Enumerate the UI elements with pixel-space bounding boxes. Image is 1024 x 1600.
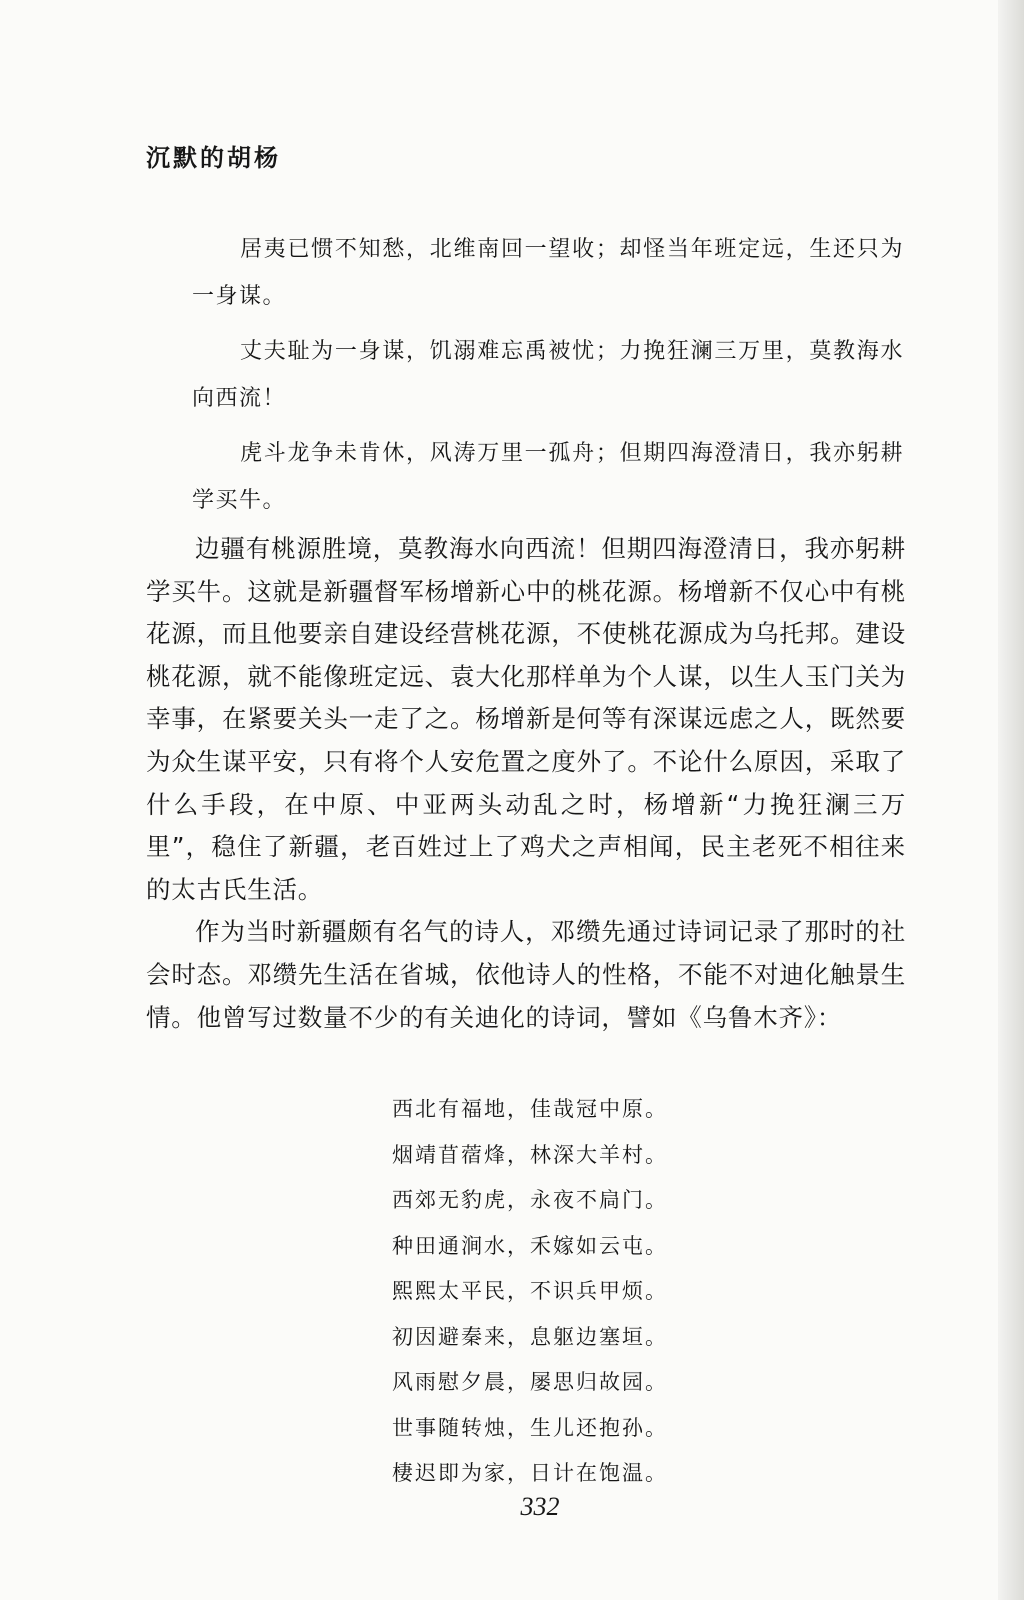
- verse-line: 初因避秦来，息躯边塞垣。: [392, 1324, 668, 1349]
- running-header: 沉默的胡杨: [146, 143, 281, 172]
- page-edge-shadow: [998, 0, 1024, 1600]
- poem-stanza: 丈夫耻为一身谋，饥溺难忘禹被忧；力挽狂澜三万里，莫教海水向西流！: [192, 339, 904, 411]
- verse-line: 种田通涧水，禾嫁如云屯。: [392, 1233, 668, 1258]
- verse-line: 熙熙太平民，不识兵甲烦。: [392, 1279, 668, 1303]
- verse-line: 世事随转烛，生儿还抱孙。: [392, 1415, 668, 1440]
- verse-line: 风雨慰夕晨，屡思归故园。: [392, 1370, 668, 1394]
- verse-urumqi: [392, 1087, 712, 1497]
- verse-line: 西北有福地，佳哉冠中原。: [392, 1097, 668, 1121]
- poem-stanza: 居夷已惯不知愁，北维南回一望收；却怪当年班定远，生还只为一身谋。: [192, 237, 904, 309]
- verse-line: 烟靖苜蓿烽，林深大羊村。: [392, 1142, 668, 1167]
- page-number: 332: [520, 1492, 560, 1521]
- paragraph: 边疆有桃源胜境，莫教海水向西流！但期四海澄清日，我亦躬耕学买牛。这就是新疆督军杨增新心中的桃花源。杨增新不仅心中有桃花源，而且他要亲自建设经营桃花源，不使桃花源成为乌托邦。建设桃花源，就不能像班定远、袁大化那样单为个人谋，以生人玉门关为幸事，在紧要关头一走了之。杨增新是何等有深谋远虑之人，既然要为众生谋平安，只有将个人安危置之度外了。不论什么原因，采取了什么手段，在中原、中亚两头动乱之时，杨增新“力挽狂澜三万里”，稳住了新疆，老百姓过上了鸡犬之声相闻，民主老死不相往来的太古氏生活。: [146, 534, 906, 904]
- body-text: [146, 528, 906, 1039]
- paragraph: 作为当时新疆颇有名气的诗人，邓缵先通过诗词记录了那时的社会时态。邓缵先生活在省城，依他诗人的性格，不能不对迪化触景生情。他曾写过数量不少的有关迪化的诗词，譬如《乌鲁木齐》：: [146, 917, 906, 1032]
- quoted-poem: [192, 226, 904, 532]
- verse-line: 棲迟即为家，日计在饱温。: [392, 1461, 668, 1485]
- verse-line: 西郊无豹虎，永夜不扃门。: [392, 1188, 668, 1212]
- poem-stanza: 虎斗龙争未肯休，风涛万里一孤舟；但期四海澄清日，我亦躬耕学买牛。: [192, 441, 904, 513]
